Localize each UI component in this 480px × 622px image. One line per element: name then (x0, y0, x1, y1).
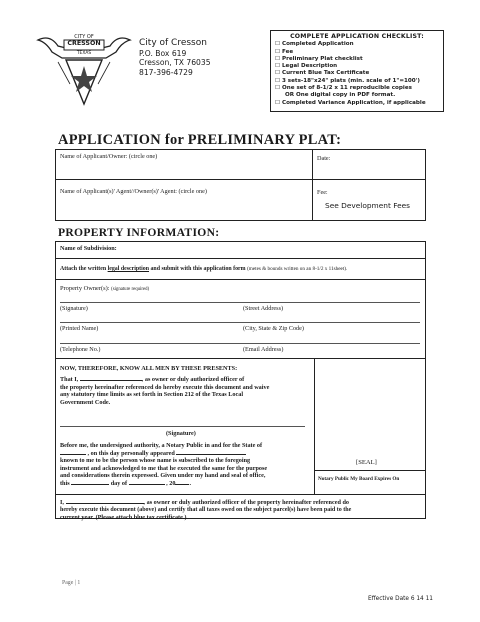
year-blank[interactable] (175, 484, 189, 485)
checkbox-icon[interactable]: ☐ (275, 99, 281, 106)
checklist-subitem: OR One digital copy in PDF format. (285, 92, 396, 99)
day-blank[interactable] (71, 484, 109, 485)
owner-name-blank[interactable] (80, 380, 142, 381)
divider (314, 358, 315, 494)
waiver-signature-line[interactable] (60, 426, 305, 427)
waiver-signature-label: (Signature) (166, 430, 196, 437)
city-phone: 817-396-4729 (139, 67, 193, 77)
checklist-item: ☐ Completed Application (275, 41, 354, 48)
divider (55, 358, 426, 359)
logo-city-of: CITY OF (74, 34, 94, 40)
printed-name-line[interactable] (60, 322, 420, 323)
divider (55, 494, 426, 495)
seal-label: [SEAL] (356, 459, 377, 466)
printed-name-label: (Printed Name) (60, 325, 99, 332)
po-box: P.O. Box 619 (139, 49, 187, 58)
divider (55, 279, 426, 280)
notary-paragraph: Before me, the undersigned authority, a Notary Public in and for the State of , on this day personally appeared known to me to be the person whose name is subscribed to the foregoing instrument and acknowledged to me that he executed the same for the purpose and considerations therein expressed. Given under my hand and seal of office, this day of , 20 . (60, 442, 268, 487)
checkbox-icon[interactable]: ☐ (275, 41, 281, 48)
notary-expires-label: Notary Public My Board Expires On (318, 476, 400, 482)
section-title-property: PROPERTY INFORMATION: (58, 226, 220, 239)
divider (314, 470, 426, 471)
checklist-item: ☐ One set of 8-1/2 x 11 reproducible copies (275, 85, 412, 92)
checklist-item: ☐ 3 sets-18"x24" plats (min. scale of 1"=100') (275, 77, 420, 84)
checklist-item: ☐ Completed Variance Application, if applicable (275, 99, 426, 106)
checklist-item: ☐ Fee (275, 48, 294, 55)
checkbox-icon[interactable]: ☐ (275, 48, 281, 55)
divider (312, 149, 313, 221)
city-name: City of Cresson (139, 38, 207, 48)
legal-description-instruction: Attach the written legal description and submit with this application form (metes & bounds written on an 8-1/2 x 11sheet). (60, 266, 348, 272)
street-address-label: (Street Address) (243, 305, 284, 312)
city-state-zip-label: (City, State & Zip Code) (243, 325, 304, 332)
logo-city-name: CRESSON (67, 40, 101, 47)
checkbox-icon[interactable]: ☐ (275, 63, 281, 70)
property-owners-label: Property Owner(s): (signature required) (60, 285, 150, 292)
date-field[interactable]: Date: (317, 155, 331, 162)
checkbox-icon[interactable]: ☐ (275, 70, 281, 77)
checkbox-icon[interactable]: ☐ (275, 55, 281, 62)
checklist-title: COMPLETE APPLICATION CHECKLIST: (290, 33, 424, 40)
checklist-item: ☐ Preliminary Plat checklist (275, 55, 363, 62)
legal-description-link[interactable]: legal description (107, 266, 150, 272)
city-state-zip: Cresson, TX 76035 (139, 58, 211, 68)
certifier-name-blank[interactable] (66, 503, 144, 504)
city-address-block (139, 38, 211, 77)
email-label: (Email Address) (243, 346, 284, 353)
page-number: Page | 1 (62, 580, 81, 586)
page-title: APPLICATION for PRELIMINARY PLAT: (58, 132, 342, 148)
divider (55, 258, 426, 259)
telephone-label: (Telephone No.) (60, 346, 101, 353)
checklist-item: ☐ Current Blue Tax Certificate (275, 70, 370, 77)
divider (55, 179, 426, 180)
checkbox-icon[interactable]: ☐ (275, 85, 281, 92)
state-blank[interactable] (60, 454, 86, 455)
agent-name-field[interactable]: Name of Applicant(s)' Agent//Owner(s)' Agent: (circle one) (60, 188, 207, 195)
city-logo (36, 32, 132, 108)
fee-label: Fee: (317, 189, 328, 196)
effective-date: Effective Date 6 14 11 (368, 596, 433, 602)
waiver-paragraph: That I, , as owner or duly authorized officer of the property hereinafter referenced do hereby execute this document and waive any statutory time limits as set forth in Section 212 of the Texas Local Government Code. (60, 376, 270, 406)
owner-signature-label: (Signature) (60, 305, 88, 312)
fee-value: See Development Fees (325, 201, 411, 210)
appeared-name-blank[interactable] (176, 454, 246, 455)
telephone-line[interactable] (60, 343, 420, 344)
logo-state: TEXAS (76, 51, 92, 56)
tax-certification-paragraph: I, , as owner or duly authorized officer of the property hereinafter referenced do hereby execute this document (above) and certify that all taxes owed on the subject parcel(s) have been paid to the current year. (Please attach blue tax certificate.) (60, 499, 352, 522)
notary-heading: NOW, THEREFORE, KNOW ALL MEN BY THESE PRESENTS: (60, 365, 238, 372)
month-blank[interactable] (129, 484, 165, 485)
application-checklist (270, 30, 444, 112)
applicant-name-field[interactable]: Name of Applicant/Owner: (circle one) (60, 153, 158, 160)
checklist-item: ☐ Legal Description (275, 63, 338, 70)
checkbox-icon[interactable]: ☐ (275, 77, 281, 84)
subdivision-field[interactable]: Name of Subdivision: (60, 245, 117, 252)
signature-line[interactable] (60, 302, 420, 303)
